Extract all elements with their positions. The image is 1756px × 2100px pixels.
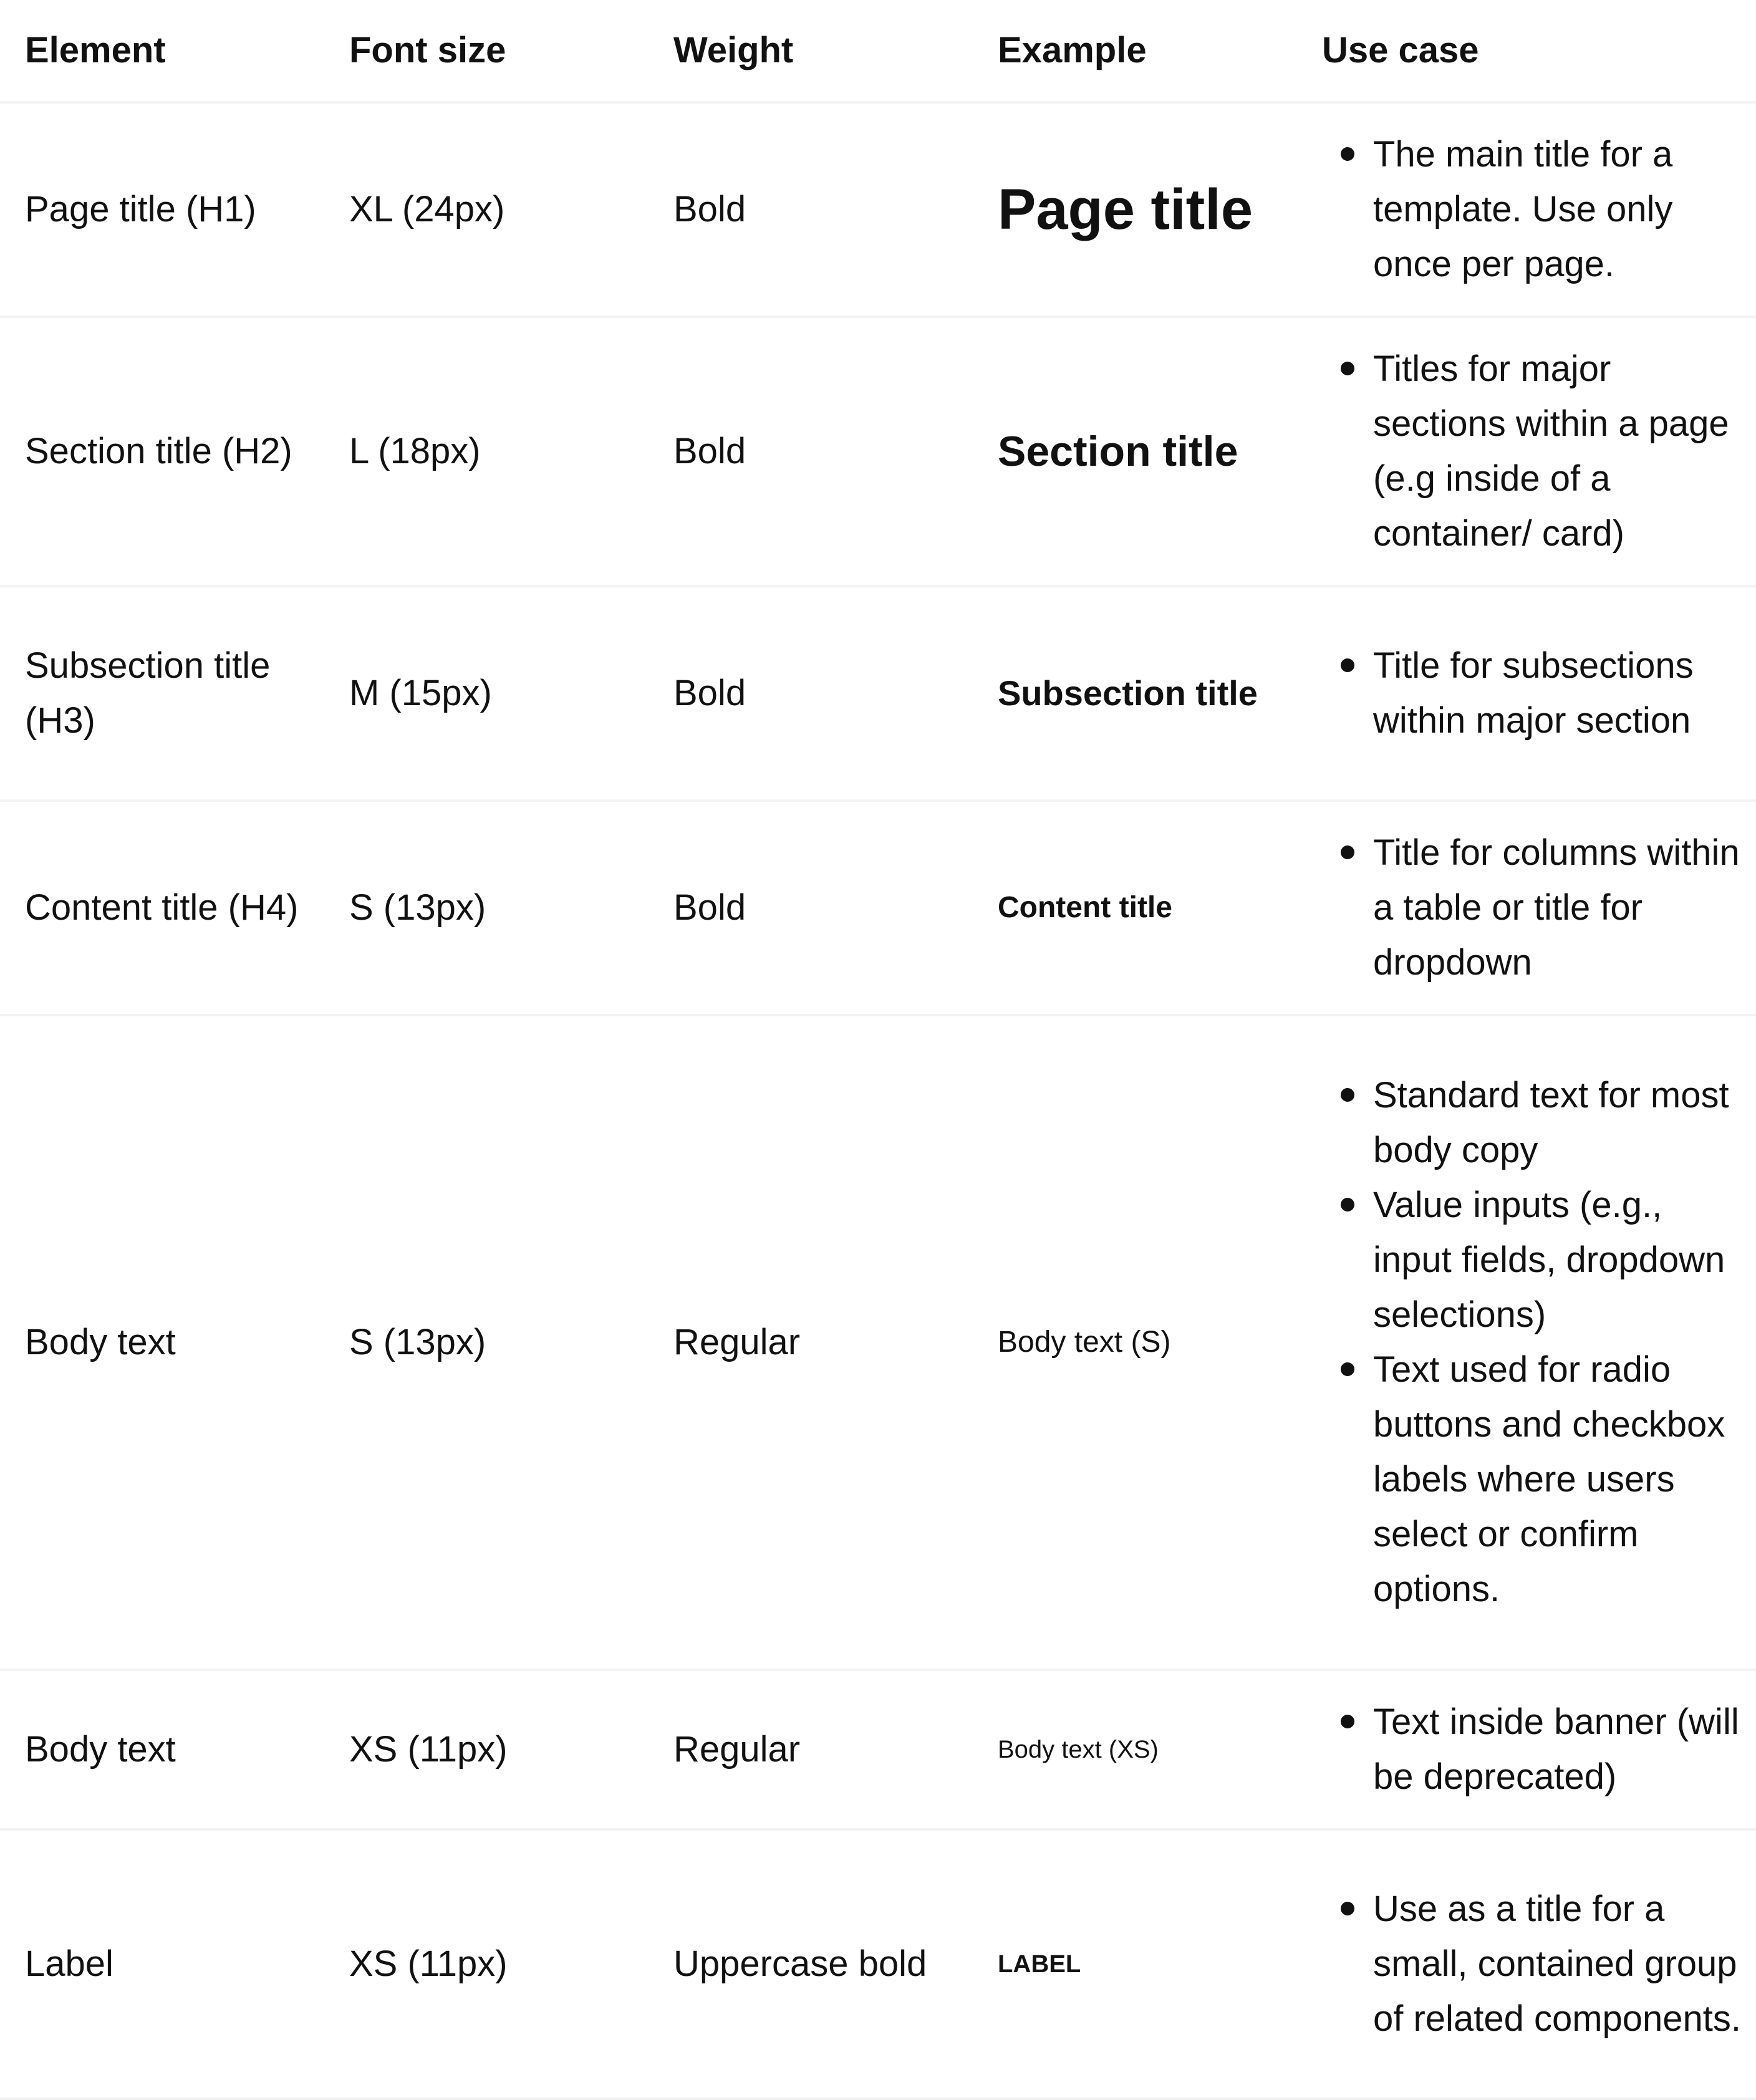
font-size-cell: XS (11px) [349, 1729, 508, 1770]
use-case-text: Standard text for most body copy [1373, 1075, 1729, 1170]
use-case-cell [1297, 342, 1756, 561]
header-weight: Weight [673, 30, 794, 70]
weight-cell: Bold [673, 189, 746, 229]
header-element: Element [25, 30, 166, 70]
weight-cell: Bold [673, 673, 746, 713]
header-use-case: Use case [1322, 30, 1479, 70]
use-case-item [1334, 127, 1744, 292]
table-row [0, 1016, 1756, 1671]
font-size-cell: XL (24px) [349, 189, 505, 229]
bullet-icon [1341, 362, 1354, 375]
use-case-list [1334, 1882, 1744, 2046]
bullet-icon [1341, 1362, 1354, 1376]
use-case-list [1334, 826, 1744, 990]
header-font-size: Font size [349, 30, 506, 70]
table-row [0, 1671, 1756, 1831]
table-row [0, 318, 1756, 587]
font-size-cell: S (13px) [349, 887, 486, 928]
use-case-list [1334, 638, 1744, 748]
element-cell: Body text [25, 1729, 176, 1770]
use-case-cell [1297, 1695, 1756, 1804]
use-case-item [1334, 1342, 1744, 1617]
element-cell: Content title (H4) [25, 887, 299, 928]
example-body-text-s: Body text (S) [998, 1326, 1171, 1359]
weight-cell: Uppercase bold [673, 1943, 927, 1984]
bullet-icon [1341, 1715, 1354, 1728]
use-case-item [1334, 1882, 1744, 2046]
element-cell: Page title (H1) [25, 189, 256, 229]
use-case-item [1334, 1068, 1744, 1178]
use-case-list [1334, 1695, 1744, 1804]
use-case-list [1334, 342, 1744, 561]
font-size-cell: L (18px) [349, 431, 481, 471]
element-cell: Label [25, 1943, 113, 1984]
bullet-icon [1341, 1088, 1354, 1102]
table-row [0, 1831, 1756, 2100]
weight-cell: Regular [673, 1729, 801, 1770]
use-case-item [1334, 826, 1744, 990]
use-case-text: The main title for a template. Use only once per page. [1373, 134, 1673, 284]
example-content-title: Content title [998, 891, 1172, 924]
table-row [0, 802, 1756, 1016]
font-size-cell: S (13px) [349, 1322, 486, 1362]
use-case-cell [1297, 127, 1756, 292]
element-cell: Subsection title (H3) [25, 645, 271, 741]
use-case-text: Text used for radio buttons and checkbox labels where users select or confirm options. [1373, 1349, 1725, 1609]
bullet-icon [1341, 1902, 1354, 1915]
example-body-text-xs: Body text (XS) [998, 1736, 1159, 1763]
use-case-cell [1297, 1068, 1756, 1617]
use-case-text: Titles for major sections within a page (e.g inside of a container/ card) [1373, 349, 1729, 554]
use-case-text: Value inputs (e.g., input fields, dropdown selections) [1373, 1185, 1725, 1335]
use-case-cell [1297, 826, 1756, 990]
element-cell: Body text [25, 1322, 176, 1362]
bullet-icon [1341, 845, 1354, 859]
use-case-text: Text inside banner (will be deprecated) [1373, 1702, 1739, 1797]
weight-cell: Regular [673, 1322, 801, 1362]
example-label: LABEL [998, 1950, 1081, 1978]
use-case-cell [1297, 1882, 1756, 2046]
use-case-cell [1297, 638, 1756, 748]
example-section-title: Section title [998, 428, 1238, 475]
table-header-row [0, 0, 1756, 104]
bullet-icon [1341, 658, 1354, 672]
table-row [0, 104, 1756, 318]
use-case-text: Use as a title for a small, contained group of related components. [1373, 1889, 1742, 2039]
bullet-icon [1341, 147, 1354, 161]
use-case-list [1334, 127, 1744, 292]
font-size-cell: M (15px) [349, 673, 492, 713]
bullet-icon [1341, 1198, 1354, 1211]
example-subsection-title: Subsection title [998, 673, 1258, 713]
use-case-text: Title for columns within a table or title for dropdown [1373, 832, 1740, 983]
weight-cell: Bold [673, 887, 746, 928]
use-case-item [1334, 1178, 1744, 1342]
use-case-text: Title for subsections within major section [1373, 645, 1694, 741]
header-example: Example [998, 30, 1147, 70]
weight-cell: Bold [673, 431, 746, 471]
element-cell: Section title (H2) [25, 431, 292, 471]
font-size-cell: XS (11px) [349, 1943, 508, 1984]
use-case-list [1334, 1068, 1744, 1617]
table-row [0, 587, 1756, 802]
use-case-item [1334, 638, 1744, 748]
use-case-item [1334, 342, 1744, 561]
example-page-title: Page title [998, 178, 1253, 241]
use-case-item [1334, 1695, 1744, 1804]
